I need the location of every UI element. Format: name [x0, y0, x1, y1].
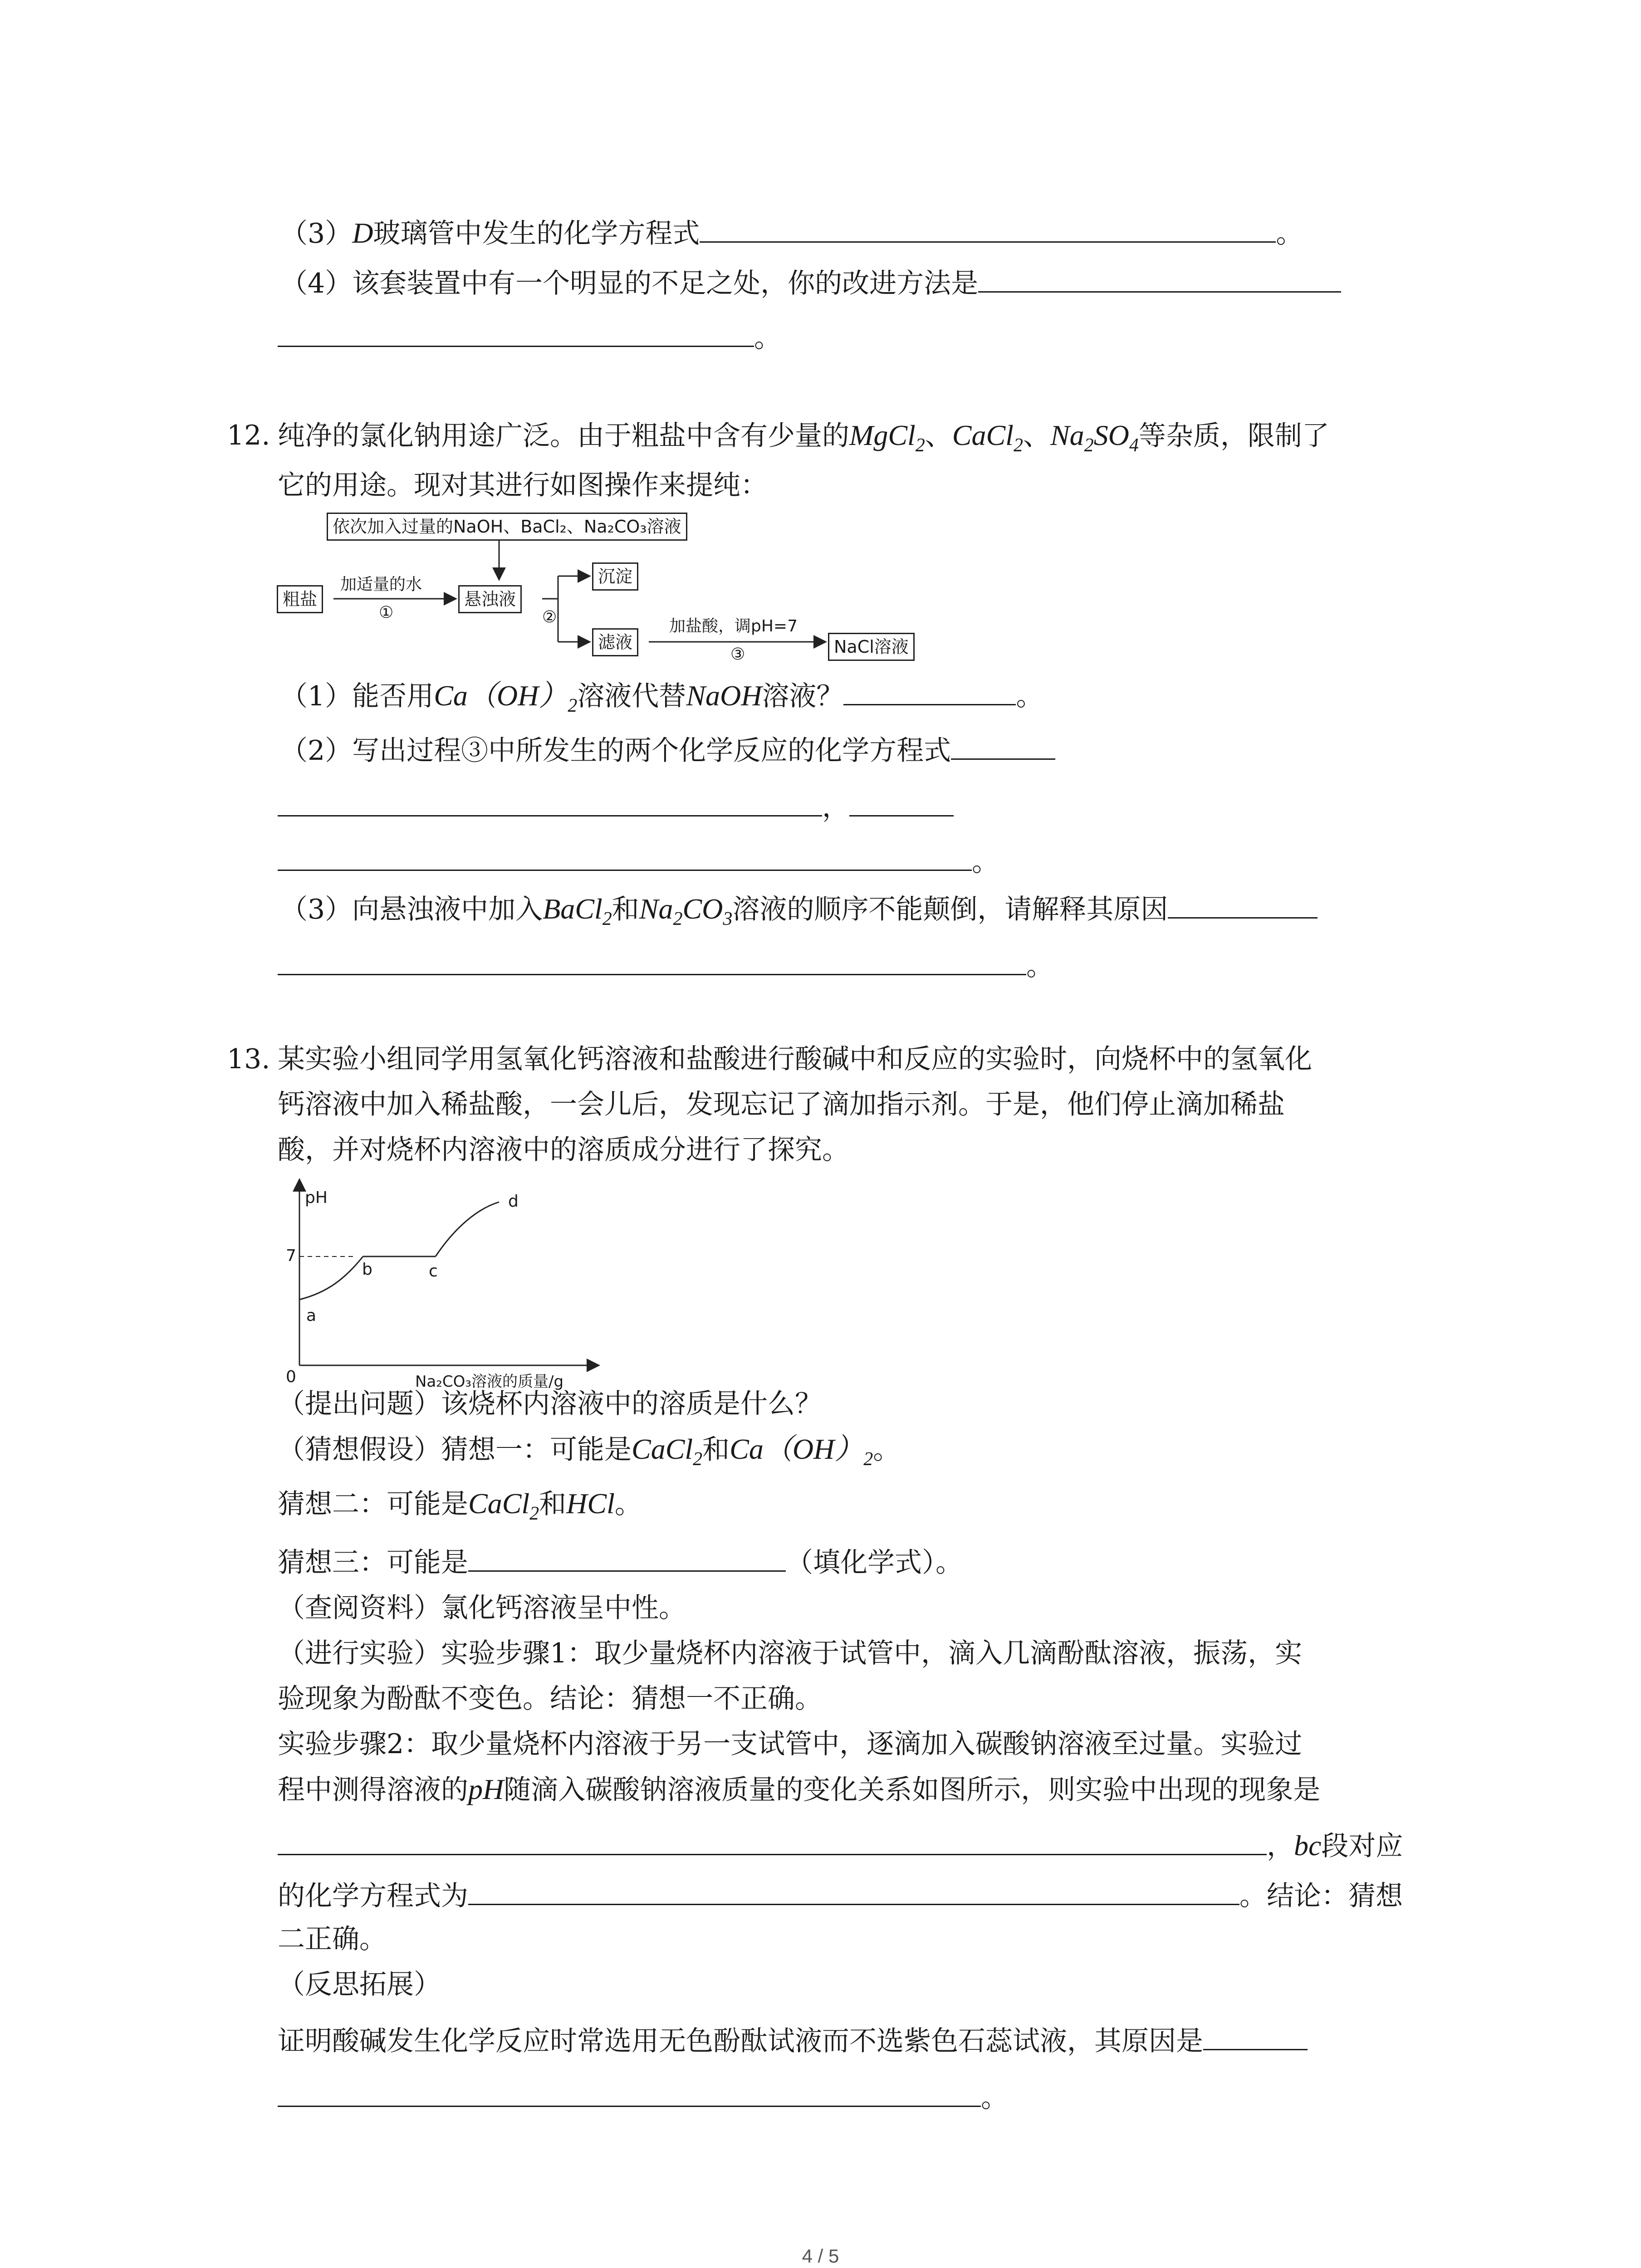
flow-step1-num: ① [379, 603, 394, 622]
answer-blank[interactable] [843, 676, 1016, 705]
page-number: 4 / 5 [802, 2245, 839, 2267]
flow-reagent-box: 依次加入过量的NaOH、BaCl₂、Na₂CO₃溶液 [327, 513, 687, 541]
q13-guess3: 猜想三：可能是 （填化学式）。 [278, 1542, 963, 1581]
answer-blank[interactable] [468, 1876, 1239, 1905]
point-c-label: c [429, 1262, 438, 1281]
flow-step3-label: 加盐酸，调pH=7 [669, 617, 798, 635]
q12-part2: （2）写出过程③中所发生的两个化学反应的化学方程式 [280, 730, 1055, 769]
q12-intro-line1: 纯净的氯化钠用途广泛。由于粗盐中含有少量的MgCl$_2$、CaCl$_2$、$Na_2SO_4$等杂质，限制了 [278, 419, 1329, 456]
point-a-label: a [306, 1306, 317, 1325]
answer-blank[interactable] [278, 1826, 1267, 1855]
answer-blank[interactable] [951, 730, 1055, 760]
flow-suspension: 悬浊液 [458, 585, 522, 613]
flow-crude-salt: 粗盐 [277, 585, 323, 613]
q13-exp2-c: ，bc段对应 [278, 1826, 1403, 1864]
q12-part2-cont1: ， [278, 787, 954, 826]
q11-part4-cont: 。 [278, 318, 781, 356]
point-d-label: d [508, 1192, 519, 1211]
ph7-tick-label: 7 [286, 1246, 296, 1265]
q13-exp2-b: 程中测得溶液的pH随滴入碳酸钠溶液质量的变化关系如图所示，则实验中出现的现象是 [278, 1773, 1321, 1806]
q13-reference: （查阅资料）氯化钙溶液呈中性。 [278, 1592, 686, 1624]
q13-line1: 某实验小组同学用氢氧化钙溶液和盐酸进行酸碱中和反应的实验时，向烧杯中的氢氧化 [278, 1043, 1312, 1075]
q13-ask: （提出问题）该烧杯内溶液中的溶质是什么？ [278, 1388, 822, 1420]
curve-cd [436, 1202, 499, 1256]
q13-exp1-a: （进行实验）实验步骤1：取少量烧杯内溶液于试管中，滴入几滴酚酞溶液，振荡，实 [278, 1637, 1303, 1669]
ph-chart [286, 1175, 603, 1391]
answer-blank[interactable] [700, 213, 1276, 243]
question-number: 12. [227, 420, 270, 451]
y-axis-label: pH [305, 1188, 328, 1207]
q13-guess1: （猜想假设）猜想一：可能是CaCl$_2$和$Ca(OH)_2$。 [278, 1433, 901, 1470]
flow-step2-num: ② [542, 608, 557, 626]
flow-step1-label: 加适量的水 [340, 575, 422, 594]
flow-precipitate: 沉淀 [592, 562, 638, 591]
purification-flow-diagram [277, 513, 935, 676]
answer-blank[interactable] [278, 2077, 981, 2107]
q11-part3: （3）D玻璃管中发生的化学方程式 。 [280, 213, 1303, 252]
q13-line2: 钙溶液中加入稀盐酸，一会儿后，发现忘记了滴加指示剂。于是，他们停止滴加稀盐 [278, 1089, 1285, 1120]
x-axis-label: Na₂CO₃溶液的质量/g [415, 1373, 564, 1391]
q11-part4: （4）该套装置中有一个明显的不足之处，你的改进方法是 [280, 263, 1341, 302]
q12-part3: （3）向悬浊液中加入BaCl$_2$和$Na_2CO_3$溶液的顺序不能颠倒，请解释其原因 [280, 889, 1318, 937]
flow-step3-num: ③ [730, 645, 745, 664]
q13-exp2-e: 二正确。 [278, 1923, 387, 1955]
flow-filtrate: 滤液 [592, 628, 638, 656]
curve-ab [299, 1256, 363, 1300]
ph-chart-svg [286, 1175, 603, 1388]
q13-reflection-title: （反思拓展） [278, 1969, 441, 2000]
q12-part1: （1）能否用$Ca(OH)_2$溶液代替NaOH溶液？ 。 [280, 676, 1043, 724]
point-b-label: b [362, 1260, 372, 1279]
q12-intro-line2: 它的用途。现对其进行如图操作来提纯： [278, 469, 768, 501]
q13-exp2-d: 的化学方程式为 。结论：猜想 [278, 1876, 1403, 1914]
flow-product: NaCl溶液 [828, 633, 915, 661]
answer-blank[interactable] [978, 263, 1341, 293]
q13-exp1-b: 验现象为酚酞不变色。结论：猜想一不正确。 [278, 1683, 822, 1715]
q13-guess2: 猜想二：可能是CaCl$_2$和HCl。 [278, 1487, 642, 1524]
q13-reflection-cont: 。 [278, 2077, 1008, 2116]
q13-exp2-a: 实验步骤2：取少量烧杯内溶液于另一支试管中，逐滴加入碳酸钠溶液至过量。实验过 [278, 1728, 1303, 1760]
answer-blank[interactable] [278, 787, 822, 816]
question-number: 13. [227, 1043, 270, 1075]
answer-blank[interactable] [278, 318, 754, 347]
q13-reflection-q: 证明酸碱发生化学反应时常选用无色酚酞试液而不选紫色石蕊试液，其原因是 [278, 2021, 1308, 2059]
q13-line3: 酸，并对烧杯内溶液中的溶质成分进行了探究。 [278, 1134, 849, 1166]
answer-blank[interactable] [278, 946, 1026, 975]
answer-blank[interactable] [278, 841, 972, 871]
answer-blank[interactable] [468, 1542, 786, 1572]
answer-blank[interactable] [849, 787, 954, 816]
q12-part3-cont: 。 [278, 946, 1053, 984]
origin-label: 0 [286, 1368, 296, 1386]
answer-blank[interactable] [1203, 2021, 1308, 2050]
q12-part2-cont2: 。 [278, 841, 999, 880]
answer-blank[interactable] [1168, 889, 1318, 919]
